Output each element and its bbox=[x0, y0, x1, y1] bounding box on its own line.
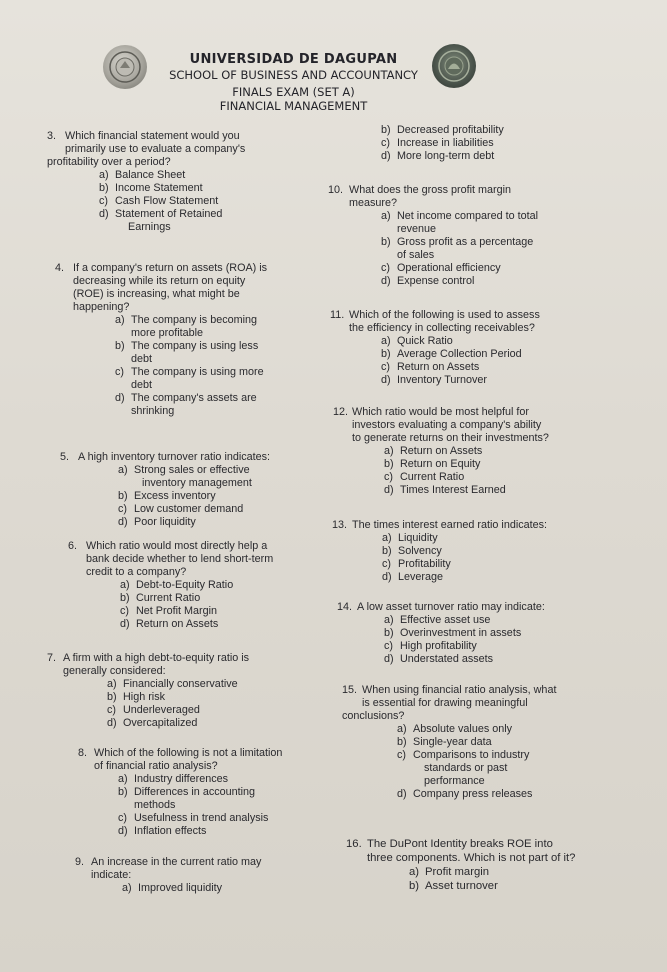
option-text: standards or past bbox=[424, 762, 508, 774]
question-10 bbox=[328, 184, 539, 288]
option-text: Differences in accounting bbox=[134, 786, 256, 798]
option-text: Comparisons to industry bbox=[413, 749, 530, 761]
option-b[interactable] bbox=[381, 124, 504, 137]
option-text: Single-year data bbox=[413, 736, 492, 748]
option-d[interactable] bbox=[381, 374, 591, 387]
option-letter: b) bbox=[99, 182, 109, 194]
option-letter: a) bbox=[118, 773, 128, 785]
stem-line: of financial ratio analysis? bbox=[94, 760, 218, 772]
option-text: Current Ratio bbox=[400, 471, 465, 483]
option-b[interactable] bbox=[384, 458, 600, 471]
option-c[interactable] bbox=[107, 704, 309, 717]
stem-line: The times interest earned ratio indicates: bbox=[352, 519, 548, 531]
option-b[interactable] bbox=[409, 879, 638, 893]
question-stem bbox=[346, 837, 575, 865]
question-13 bbox=[332, 519, 547, 584]
stem-line: generally considered: bbox=[63, 665, 166, 677]
option-letter: a) bbox=[381, 335, 391, 347]
option-letter: b) bbox=[118, 786, 128, 798]
question-9 bbox=[75, 856, 261, 895]
option-a[interactable] bbox=[118, 464, 328, 490]
option-text: Usefulness in trend analysis bbox=[134, 812, 269, 824]
option-letter: a) bbox=[384, 614, 394, 626]
stem-line: If a company's return on assets (ROA) is bbox=[73, 262, 268, 274]
option-d[interactable] bbox=[384, 484, 600, 497]
option-letter: a) bbox=[122, 882, 132, 894]
question-stem bbox=[332, 519, 547, 532]
question-number: 12. bbox=[333, 406, 349, 418]
option-letter: b) bbox=[397, 736, 407, 748]
question-4 bbox=[55, 262, 267, 418]
option-text: The company is becoming bbox=[131, 314, 258, 326]
option-letter: a) bbox=[409, 866, 420, 878]
stem-line: three components. Which is not part of it? bbox=[367, 852, 576, 864]
option-text: Decreased profitability bbox=[397, 124, 504, 136]
option-letter: c) bbox=[382, 558, 391, 570]
option-b[interactable] bbox=[115, 340, 327, 366]
option-text: Effective asset use bbox=[400, 614, 491, 626]
option-c[interactable] bbox=[384, 471, 600, 484]
question-3 bbox=[47, 130, 245, 234]
option-d[interactable] bbox=[118, 516, 328, 529]
option-text: Overcapitalized bbox=[123, 717, 198, 729]
stem-line: (ROE) is increasing, what might be bbox=[73, 288, 240, 300]
option-text: Liquidity bbox=[398, 532, 438, 544]
option-text: Solvency bbox=[398, 545, 442, 557]
option-text: Strong sales or effective bbox=[134, 464, 250, 476]
option-a[interactable] bbox=[381, 210, 564, 236]
stem-line: the efficiency in collecting receivables? bbox=[349, 322, 535, 334]
option-text: Expense control bbox=[397, 275, 475, 287]
question-number: 6. bbox=[68, 540, 78, 552]
option-text: Profitability bbox=[398, 558, 451, 570]
question-3-continued bbox=[381, 124, 504, 163]
option-letter: d) bbox=[381, 150, 391, 162]
option-d[interactable] bbox=[115, 392, 327, 418]
option-text: inventory management bbox=[142, 477, 252, 489]
option-a[interactable] bbox=[409, 865, 638, 879]
option-c[interactable] bbox=[382, 558, 597, 571]
stem-line: primarily use to evaluate a company's bbox=[65, 143, 246, 155]
stem-line: Which ratio would be most helpful for bbox=[352, 406, 530, 418]
question-number: 9. bbox=[75, 856, 85, 868]
option-text: Balance Sheet bbox=[115, 169, 186, 181]
option-letter: a) bbox=[381, 210, 391, 222]
option-letter: b) bbox=[381, 124, 391, 136]
stem-line: indicate: bbox=[91, 869, 132, 881]
option-c[interactable] bbox=[99, 195, 297, 208]
option-letter: d) bbox=[99, 208, 109, 220]
question-number: 10. bbox=[328, 184, 344, 196]
option-letter: d) bbox=[382, 571, 392, 583]
exam-header bbox=[0, 0, 667, 115]
option-a[interactable] bbox=[384, 445, 600, 458]
option-letter: c) bbox=[120, 605, 129, 617]
option-letter: b) bbox=[409, 880, 420, 892]
option-text: Inventory Turnover bbox=[397, 374, 488, 386]
option-text: Excess inventory bbox=[134, 490, 216, 502]
stem-line: conclusions? bbox=[342, 710, 405, 722]
option-letter: a) bbox=[118, 464, 128, 476]
option-text: Return on Equity bbox=[400, 458, 481, 470]
option-letter: c) bbox=[107, 704, 116, 716]
stem-line: bank decide whether to lend short-term bbox=[86, 553, 274, 565]
option-letter: c) bbox=[99, 195, 108, 207]
stem-line: A high inventory turnover ratio indicates: bbox=[78, 451, 271, 463]
question-stem bbox=[330, 309, 540, 335]
option-letter: b) bbox=[120, 592, 130, 604]
option-text: Quick Ratio bbox=[397, 335, 453, 347]
option-letter: a) bbox=[107, 678, 117, 690]
option-letter: a) bbox=[99, 169, 109, 181]
stem-line: profitability over a period? bbox=[47, 156, 171, 168]
option-text: Return on Assets bbox=[136, 618, 219, 630]
option-text: High risk bbox=[123, 691, 165, 703]
stem-line: to generate returns on their investments? bbox=[352, 432, 549, 444]
option-letter: b) bbox=[382, 545, 392, 557]
question-stem bbox=[75, 856, 261, 882]
option-text: Return on Assets bbox=[397, 361, 480, 373]
question-number: 3. bbox=[47, 130, 57, 142]
stem-line: decreasing while its return on equity bbox=[73, 275, 246, 287]
option-a[interactable] bbox=[118, 773, 322, 786]
question-14 bbox=[337, 601, 545, 666]
question-number: 15. bbox=[342, 684, 358, 696]
question-number: 7. bbox=[47, 652, 57, 664]
stem-line: is essential for drawing meaningful bbox=[362, 697, 528, 709]
question-stem bbox=[47, 130, 245, 169]
option-b[interactable] bbox=[99, 182, 297, 195]
option-text: Inflation effects bbox=[134, 825, 207, 837]
stem-line: happening? bbox=[73, 301, 130, 313]
option-text: Profit margin bbox=[425, 866, 490, 878]
option-c[interactable] bbox=[118, 503, 328, 516]
option-a[interactable] bbox=[99, 169, 297, 182]
option-a[interactable] bbox=[115, 314, 327, 340]
question-16 bbox=[346, 837, 575, 893]
stem-line: credit to a company? bbox=[86, 566, 187, 578]
option-text: High profitability bbox=[400, 640, 477, 652]
question-8 bbox=[78, 747, 282, 838]
option-text: Operational efficiency bbox=[397, 262, 501, 274]
option-a[interactable] bbox=[397, 723, 611, 736]
option-text: debt bbox=[131, 353, 153, 365]
option-letter: d) bbox=[118, 825, 128, 837]
option-text: Cash Flow Statement bbox=[115, 195, 219, 207]
option-text: Average Collection Period bbox=[397, 348, 522, 360]
option-b[interactable] bbox=[397, 736, 611, 749]
option-c[interactable] bbox=[397, 749, 611, 788]
question-number: 4. bbox=[55, 262, 65, 274]
question-stem bbox=[328, 184, 511, 210]
option-a[interactable] bbox=[107, 678, 309, 691]
option-letter: c) bbox=[384, 471, 393, 483]
option-letter: b) bbox=[107, 691, 117, 703]
option-letter: a) bbox=[384, 445, 394, 457]
option-letter: d) bbox=[384, 484, 394, 496]
university-name: UNIVERSIDAD DE DAGUPAN bbox=[189, 52, 398, 67]
option-letter: d) bbox=[397, 788, 407, 800]
question-stem bbox=[333, 406, 549, 445]
option-a[interactable] bbox=[122, 882, 308, 895]
option-letter: d) bbox=[107, 717, 117, 729]
question-number: 14. bbox=[337, 601, 353, 613]
option-b[interactable] bbox=[382, 545, 597, 558]
option-text: revenue bbox=[397, 223, 437, 235]
option-letter: d) bbox=[118, 516, 128, 528]
option-d[interactable] bbox=[381, 275, 564, 288]
option-text: Leverage bbox=[398, 571, 444, 583]
option-b[interactable] bbox=[120, 592, 325, 605]
question-stem bbox=[78, 747, 282, 773]
option-b[interactable] bbox=[381, 236, 564, 262]
question-stem bbox=[342, 684, 556, 723]
option-text: Gross profit as a percentage bbox=[397, 236, 534, 248]
question-11 bbox=[330, 309, 540, 387]
option-letter: c) bbox=[118, 503, 127, 515]
stem-line: What does the gross profit margin bbox=[349, 184, 512, 196]
option-letter: a) bbox=[120, 579, 130, 591]
stem-line: Which ratio would most directly help a bbox=[86, 540, 268, 552]
option-d[interactable] bbox=[120, 618, 325, 631]
option-text: The company's assets are bbox=[131, 392, 257, 404]
option-text: Debt-to-Equity Ratio bbox=[136, 579, 234, 591]
option-c[interactable] bbox=[118, 812, 322, 825]
question-number: 5. bbox=[60, 451, 70, 463]
option-text: Financially conservative bbox=[123, 678, 238, 690]
option-text: Asset turnover bbox=[425, 880, 498, 892]
option-text: Earnings bbox=[128, 221, 171, 233]
stem-line: Which of the following is not a limitation bbox=[94, 747, 283, 759]
stem-line: Which of the following is used to assess bbox=[349, 309, 540, 321]
option-letter: b) bbox=[384, 458, 394, 470]
stem-line: When using financial ratio analysis, what bbox=[362, 684, 557, 696]
option-d[interactable] bbox=[118, 825, 322, 838]
option-c[interactable] bbox=[115, 366, 327, 392]
question-stem bbox=[68, 540, 273, 579]
option-text: Statement of Retained bbox=[115, 208, 223, 220]
option-d[interactable] bbox=[381, 150, 504, 163]
stem-line: A firm with a high debt-to-equity ratio is bbox=[63, 652, 250, 664]
option-c[interactable] bbox=[381, 262, 564, 275]
option-letter: c) bbox=[381, 361, 390, 373]
option-c[interactable] bbox=[120, 605, 325, 618]
option-a[interactable] bbox=[384, 614, 592, 627]
option-letter: d) bbox=[120, 618, 130, 630]
stem-line: A low asset turnover ratio may indicate: bbox=[357, 601, 545, 613]
option-text: more profitable bbox=[131, 327, 204, 339]
option-letter: a) bbox=[115, 314, 125, 326]
option-letter: c) bbox=[118, 812, 127, 824]
option-text: The company is using less bbox=[131, 340, 259, 352]
option-d[interactable] bbox=[382, 571, 597, 584]
option-letter: d) bbox=[384, 653, 394, 665]
option-letter: c) bbox=[384, 640, 393, 652]
option-c[interactable] bbox=[384, 640, 592, 653]
option-text: Poor liquidity bbox=[134, 516, 196, 528]
option-letter: b) bbox=[381, 236, 391, 248]
question-number: 13. bbox=[332, 519, 348, 531]
question-number: 11. bbox=[330, 309, 345, 321]
option-b[interactable] bbox=[118, 786, 322, 812]
question-7 bbox=[47, 652, 249, 730]
option-d[interactable] bbox=[384, 653, 592, 666]
option-letter: c) bbox=[397, 749, 406, 761]
option-d[interactable] bbox=[397, 788, 611, 801]
question-6 bbox=[68, 540, 273, 631]
option-text: methods bbox=[134, 799, 176, 811]
option-b[interactable] bbox=[107, 691, 309, 704]
option-text: Understated assets bbox=[400, 653, 494, 665]
subject-title: FINANCIAL MANAGEMENT bbox=[219, 99, 368, 113]
option-text: Absolute values only bbox=[413, 723, 513, 735]
school-name: SCHOOL OF BUSINESS AND ACCOUNTANCY bbox=[169, 68, 418, 82]
option-letter: c) bbox=[381, 262, 390, 274]
question-stem bbox=[60, 451, 270, 464]
option-text: Company press releases bbox=[413, 788, 533, 800]
option-letter: a) bbox=[397, 723, 407, 735]
option-text: Underleveraged bbox=[123, 704, 200, 716]
option-letter: b) bbox=[384, 627, 394, 639]
question-number: 8. bbox=[78, 747, 88, 759]
option-letter: b) bbox=[381, 348, 391, 360]
option-letter: a) bbox=[382, 532, 392, 544]
option-text: performance bbox=[424, 775, 485, 787]
stem-line: The DuPont Identity breaks ROE into bbox=[367, 838, 553, 850]
option-text: More long-term debt bbox=[397, 150, 495, 162]
option-letter: c) bbox=[381, 137, 390, 149]
option-letter: c) bbox=[115, 366, 124, 378]
option-text: Net Profit Margin bbox=[136, 605, 218, 617]
option-c[interactable] bbox=[381, 361, 591, 374]
option-text: Income Statement bbox=[115, 182, 203, 194]
option-text: shrinking bbox=[131, 405, 175, 417]
option-a[interactable] bbox=[382, 532, 597, 545]
option-text: of sales bbox=[397, 249, 435, 261]
question-5 bbox=[60, 451, 270, 529]
option-b[interactable] bbox=[381, 348, 591, 361]
question-12 bbox=[333, 406, 549, 497]
question-stem bbox=[55, 262, 267, 314]
stem-line: measure? bbox=[349, 197, 398, 209]
option-letter: d) bbox=[381, 374, 391, 386]
option-text: Low customer demand bbox=[134, 503, 244, 515]
question-15 bbox=[342, 684, 556, 801]
stem-line: An increase in the current ratio may bbox=[91, 856, 262, 868]
stem-line: Which financial statement would you bbox=[65, 130, 240, 142]
option-text: Industry differences bbox=[134, 773, 229, 785]
option-text: Net income compared to total bbox=[397, 210, 539, 222]
option-text: Overinvestment in assets bbox=[400, 627, 522, 639]
stem-line: investors evaluating a company's ability bbox=[352, 419, 542, 431]
option-text: Return on Assets bbox=[400, 445, 483, 457]
option-letter: d) bbox=[381, 275, 391, 287]
question-stem bbox=[337, 601, 545, 614]
option-text: Increase in liabilities bbox=[397, 137, 494, 149]
option-text: Current Ratio bbox=[136, 592, 201, 604]
option-text: debt bbox=[131, 379, 153, 391]
option-d[interactable] bbox=[99, 208, 297, 234]
option-b[interactable] bbox=[118, 490, 328, 503]
option-letter: b) bbox=[115, 340, 125, 352]
question-stem bbox=[47, 652, 249, 678]
option-a[interactable] bbox=[381, 335, 591, 348]
option-text: The company is using more bbox=[131, 366, 264, 378]
option-text: Improved liquidity bbox=[138, 882, 223, 894]
option-b[interactable] bbox=[384, 627, 592, 640]
option-letter: d) bbox=[115, 392, 125, 404]
exam-title: FINALS EXAM (SET A) bbox=[232, 85, 355, 99]
option-letter: b) bbox=[118, 490, 128, 502]
question-number: 16. bbox=[346, 838, 362, 850]
option-d[interactable] bbox=[107, 717, 309, 730]
option-text: Times Interest Earned bbox=[400, 484, 506, 496]
option-a[interactable] bbox=[120, 579, 325, 592]
option-c[interactable] bbox=[381, 137, 504, 150]
